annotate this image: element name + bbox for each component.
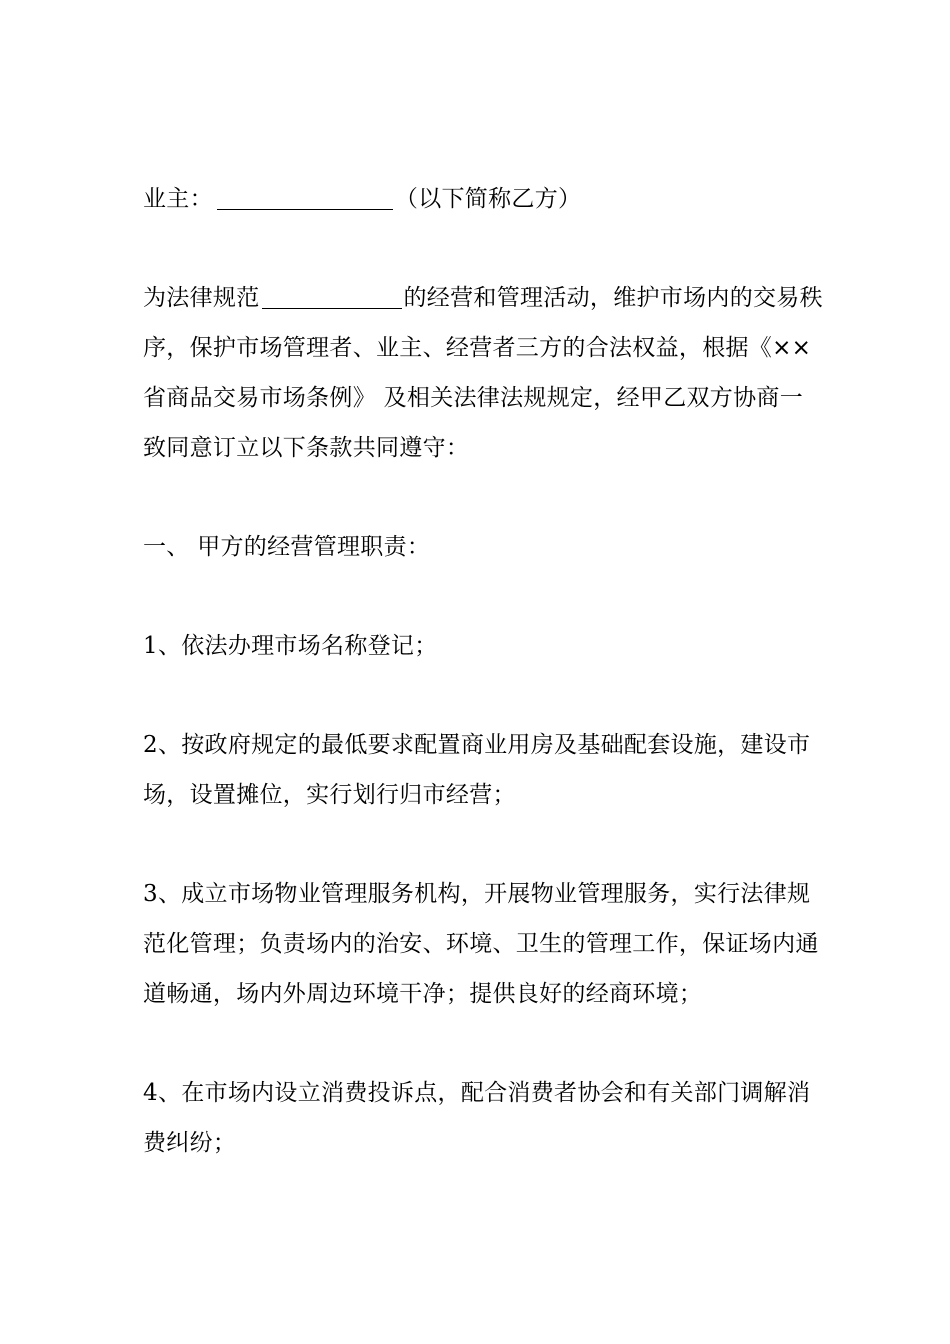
item-number: 3 (143, 881, 158, 907)
list-item (143, 720, 823, 820)
intro-prefix: 为法律规范 (143, 285, 260, 311)
owner-label: 业主： (143, 186, 213, 212)
item-number: 2 (143, 732, 158, 758)
owner-name-blank (217, 179, 393, 210)
item-text: 、成立市场物业管理服务机构，开展物业管理服务，实行法律规范化管理；负责场内的治安、环境、卫生的管理工作，保证场内通道畅通，场内外周边环境干净；提供良好的经商环境； (143, 881, 819, 1007)
market-name-blank (262, 278, 402, 309)
list-item (143, 869, 823, 1019)
intro-text: 的经营和管理活动，维护市场内的交易秩序，保护市场管理者、业主、经营者三方的合法权益，根据《××省商品交易市场条例》 及相关法律法规规定，经甲乙双方协商一致同意订立以下条款共同遵守： (143, 285, 823, 461)
owner-line (143, 174, 823, 224)
list-item (143, 621, 823, 671)
item-number: 1 (143, 633, 158, 659)
owner-suffix: （以下简称乙方） (394, 186, 582, 212)
document-body (143, 174, 823, 1168)
list-item (143, 1068, 823, 1168)
intro-paragraph (143, 273, 823, 473)
item-text: 、在市场内设立消费投诉点，配合消费者协会和有关部门调解消费纠纷； (143, 1080, 811, 1156)
item-text: 、按政府规定的最低要求配置商业用房及基础配套设施，建设市场，设置摊位，实行划行归市经营； (143, 732, 811, 808)
section-heading: 一、 甲方的经营管理职责： (143, 534, 431, 560)
item-text: 、依法办理市场名称登记； (157, 633, 438, 659)
item-number: 4 (143, 1080, 158, 1106)
